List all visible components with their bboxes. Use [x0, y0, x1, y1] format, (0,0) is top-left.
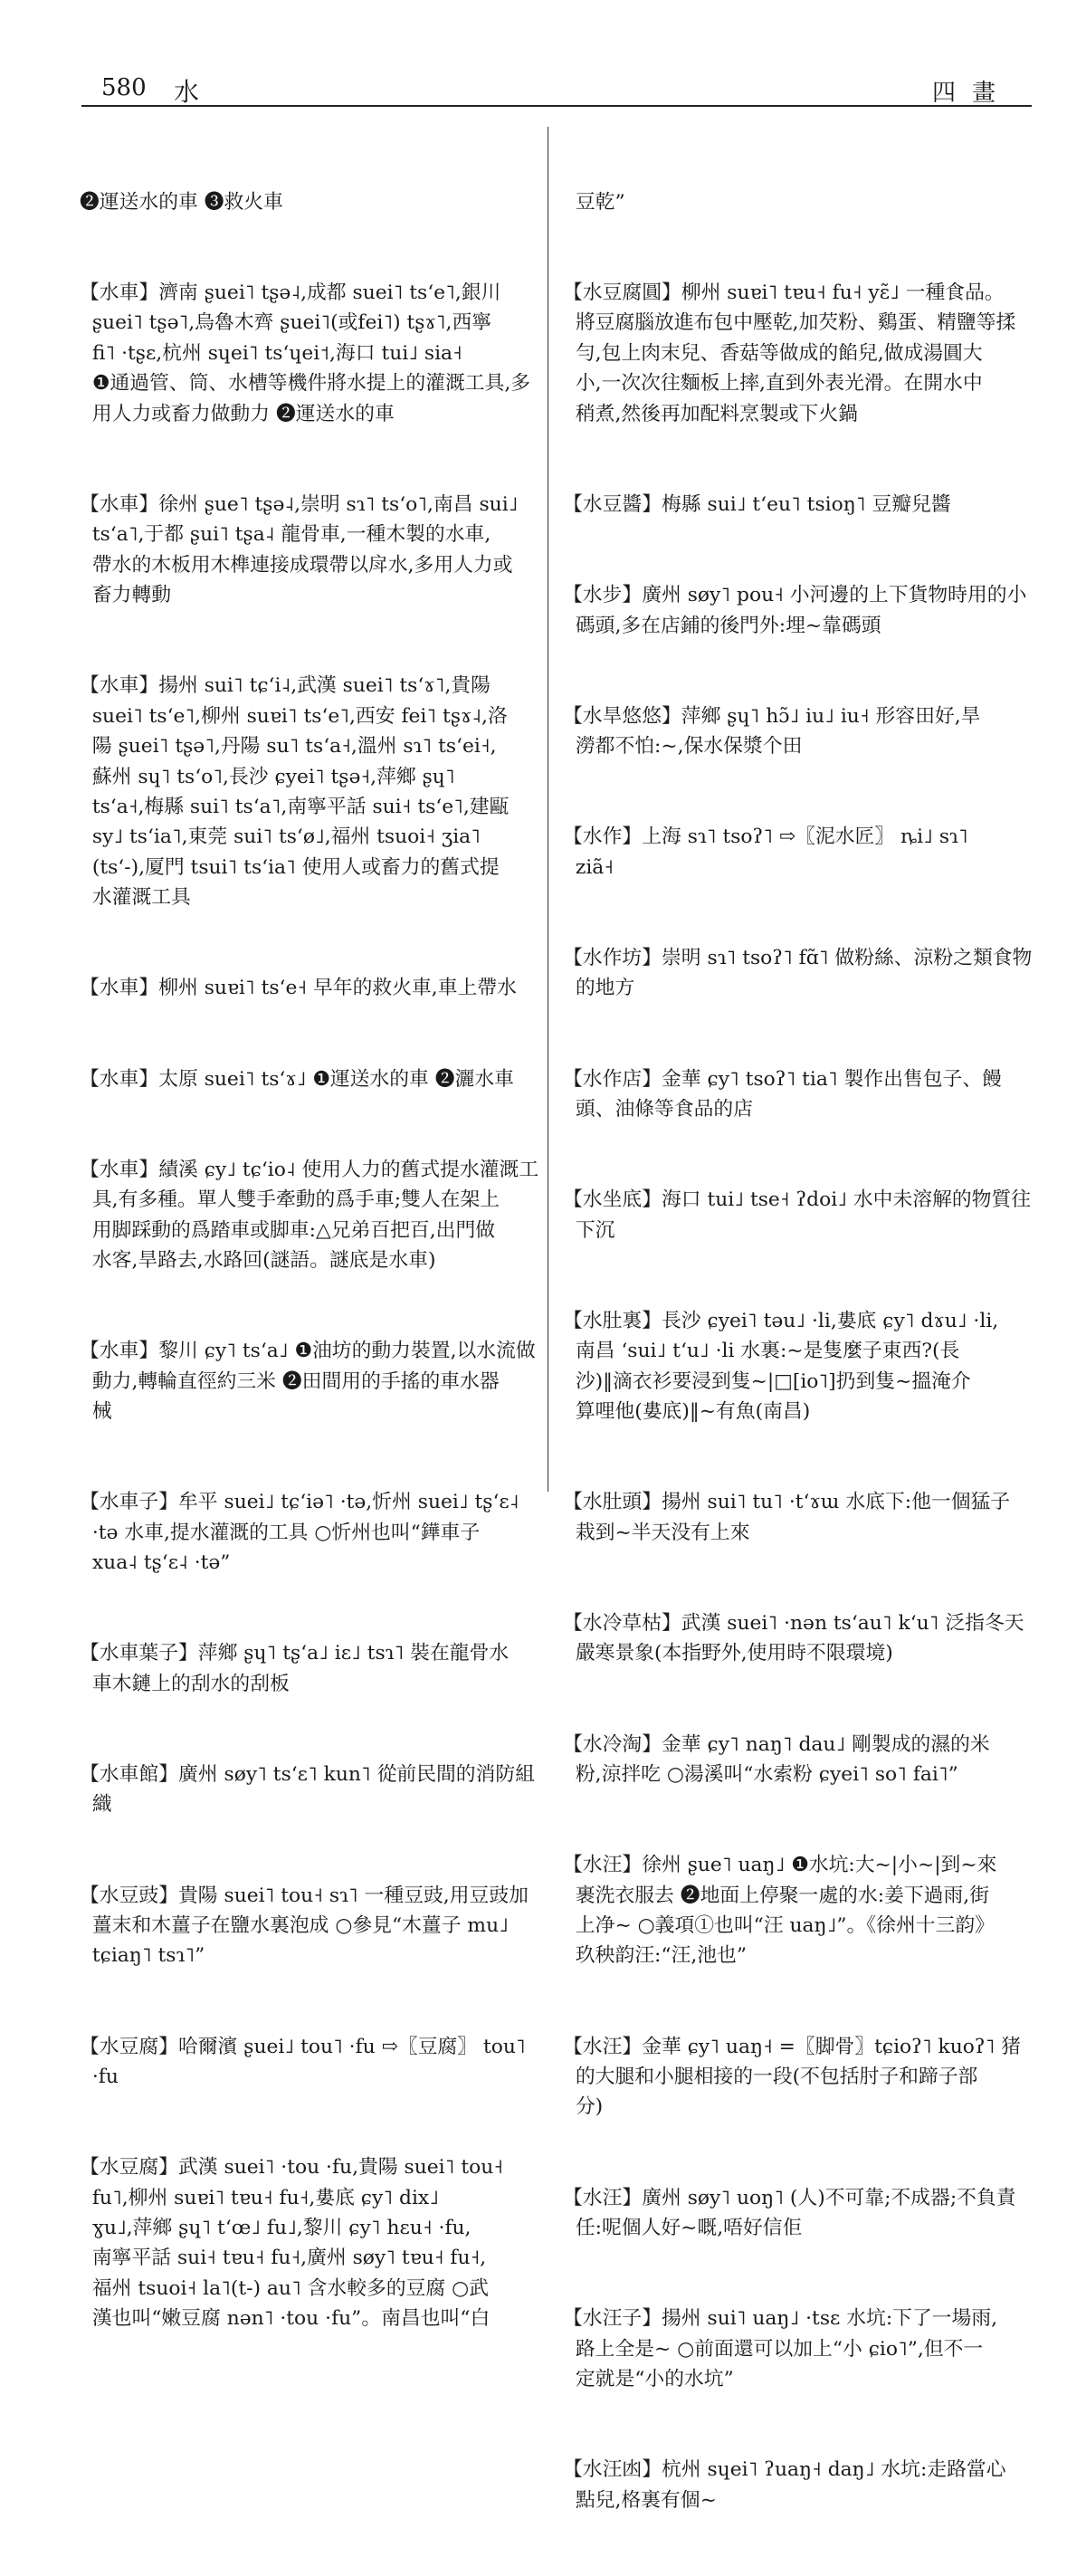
entry: 【水作店】金華 ɕy˥ tsoʔ˥ tia˥ 製作出售包子、饅 頭、油條等食品的店 [563, 1067, 1002, 1121]
entry: 【水汪】徐州 ʂue˥ uaŋ˩ ❶水坑:大~|小~|到~來 裹洗衣服去 ❷地面上停聚一處的水:姜下過雨,街 上净~ ○義項①也叫“汪 uaŋ˩”。《徐州十三韵》 玖秧韵汪:“汪,池也” [563, 1854, 997, 1968]
entry: 【水豆腐圓】柳州 suɐi˥ tɐu˧ fu˧ yɛ̃˩ 一種食品。 將豆腐腦放進布包中壓乾,加芡粉、鷄蛋、精鹽等揉 勻,包上肉末兒、香菇等做成的餡兒,做成湯圓大 小,一次次往麵板上摔,直到外表光滑。在開水中 稍煮,然後再加配料烹製或下火鍋 [563, 281, 1016, 425]
entry: 【水豆腐】武漢 suei˥ ·tou ·fu,貴陽 suei˥ tou˧ fu˥,柳州 suɐi˥ tɐu˧ fu˧,婁底 ɕy˥ dix˩ ɣu˩,萍鄉 ʂɥ˥ tʻœ˩ fu˩,黎川 ɕy˥ hɛu˧ ·fu, 南寧平話 sui˧ tɐu˧ fu˧,廣州 søy˥ tɐu˧ fu˧, 福州 tsuoi˧ la˥(t-) au˥ 含水較多的豆腐 ○武 漢也叫“嫩豆腐 nən˥ ·tou ·fu”。南昌也叫“白 [80, 2156, 503, 2331]
entry: 【水車】太原 suei˥ tsʻɤ˩ ❶運送水的車 ❷灑水車 [80, 1067, 514, 1091]
entry: 【水旱悠悠】萍鄉 ʂɥ˥ hɔ̃˩ iu˩ iu˧ 形容田好,旱 澇都不怕:~,保水保漿个田 [563, 704, 981, 758]
entry: 【水汪子】揚州 sui˥ uaŋ˩ ·tsɛ 水坑:下了一場雨, 路上全是~ ○前面還可以加上“小 ɕio˥”,但不一 定就是“小的水坑” [563, 2307, 998, 2391]
entry: 【水豆豉】貴陽 suei˥ tou˧ sɿ˥ 一種豆豉,用豆豉加 薑末和木薑子在鹽水裏泡成 ○參見“木薑子 mu˩ tɕiaŋ˥ tsɿ˥” [80, 1884, 529, 1968]
entry: 【水汪凼】杭州 sɥei˥ ʔuaŋ˧ daŋ˩ 水坑:走路當心 點兒,格裏有個~ [563, 2458, 1006, 2512]
left-column [80, 127, 546, 2394]
entry: 【水坐底】海口 tui˩ tse˧ ʔdoi˩ 水中未溶解的物質往 下沉 [563, 1188, 1032, 1242]
head-character: 水 [174, 77, 200, 107]
entry: 【水車館】廣州 søy˥ tsʻɛ˥ kun˥ 從前民間的消防組 織 [80, 1762, 535, 1817]
entry: 【水車】濟南 ʂuei˥ tʂə˨,成都 suei˥ tsʻe˥,銀川 ʂuei˥ tʂə˥,烏魯木齊 ʂuei˥(或fei˥) tʂɤ˥,西寧 fi˥ ·tʂɛ,杭州 sɥei˥ tsʻɥei˦,海口 tui˩ sia˧ ❶通過管、筒、水槽等機件將水提上的灌溉工具,多 用人力或畜力做動力 ❷運送水的車 [80, 281, 531, 425]
entry: 【水車】揚州 sui˥ tɕʻi˨,武漢 suei˥ tsʻɤ˥,貴陽 suei˥ tsʻe˥,柳州 suɐi˥ tsʻe˥,西安 fei˥ tʂɤ˨,洛 陽 ʂuei˥ tʂə˥,丹陽 su˥ tsʻa˧,溫州 sɿ˥ tsʻei˧, 蘇州 sɥ˥ tsʻo˥,長沙 ɕyei˥ tʂə˧,萍鄉 ʂɥ˥ tsʻa˧,梅縣 sui˥ tsʻa˥,南寧平話 sui˧ tsʻe˥,建甌 sy˩ tsʻia˥,東莞 sui˥ tsʻø˩,福州 tsuoi˧ ʒia˥ (tsʻ-),厦門 tsui˥ tsʻia˥ 使用人或畜力的舊式提 水灌溉工具 [80, 674, 510, 910]
entry: 【水汪】金華 ɕy˥ uaŋ˧ =〖脚骨〗tɕioʔ˥ kuoʔ˥ 猪 的大腿和小腿相接的一段(不包括肘子和蹄子部 分) [563, 2035, 1022, 2119]
entry: 【水肚頭】揚州 sui˥ tu˥ ·tʻɤɯ 水底下:他一個猛子 栽到~半天没有上來 [563, 1491, 1011, 1544]
entry: 【水豆醬】梅縣 sui˩ tʻeu˥ tsioŋ˥ 豆瓣兒醬 [563, 492, 951, 516]
entry: 【水步】廣州 søy˥ pou˧ 小河邊的上下貨物時用的小 碼頭,多在店鋪的後門外:埋~靠碼頭 [563, 584, 1027, 637]
section-label: 四畫 [931, 80, 1012, 107]
entry: 【水汪】廣州 søy˥ uoŋ˥ (人)不可靠;不成器;不負責 任:呢個人好~嘅,唔好信佢 [563, 2186, 1016, 2240]
entry: 【水車】績溪 ɕy˩ tɕʻio˨ 使用人力的舊式提水灌溉工 具,有多種。單人雙手牽動的爲手車;雙人在架上 用脚踩動的爲踏車或脚車:△兄弟百把百,出門做 水客,旱路去,水路回(謎語。謎底是水車) [80, 1158, 539, 1273]
entry: 【水作坊】崇明 sɿ˥ tsoʔ˥ fɑ̃˥ 做粉絲、涼粉之類食物 的地方 [563, 946, 1033, 1000]
entry: 【水冷淘】金華 ɕy˥ naŋ˥ dau˩ 剛製成的濕的米 粉,涼拌吃 ○湯溪叫“水索粉 ɕyei˥ so˥ fai˥” [563, 1732, 990, 1786]
entry: 【水作】上海 sɿ˥ tsoʔ˥ ⇨〖泥水匠〗 ȵi˩ sɿ˥ ziã˧ [563, 825, 968, 879]
page-number: 580 [101, 74, 147, 101]
entry: 【水冷草枯】武漢 suei˥ ·nən tsʻau˥ kʻu˥ 泛指冬天 嚴寒景象(本指野外,使用時不限環境) [563, 1611, 1024, 1665]
entry: 【水肚裏】長沙 ɕyei˥ təu˩ ·li,婁底 ɕy˥ dɤu˩ ·li, 南昌 ʻsui˩ tʻu˩ ·li 水裏:~是隻麼子東西?(長 沙)‖滴衣衫要浸到隻~|□[io˥]扔到隻~搵淹介 算哩他(婁底)‖~有魚(南昌) [563, 1309, 999, 1424]
entry: ❷運送水的車 ❸救火車 [80, 190, 283, 214]
entry: 【水車葉子】萍鄉 ʂɥ˥ tʂʻa˩ iɛ˩ tsɿ˥ 裝在龍骨水 車木鏈上的刮水的刮板 [80, 1642, 510, 1695]
entry: 【水車】徐州 ʂue˥ tʂə˨,崇明 sɿ˥ tsʻo˥,南昌 sui˩ tsʻa˥,于都 ʂui˥ tʂa˨ 龍骨車,一種木製的水車, 帶水的木板用木榫連接成環帶以戽水,多用人力或 畜力轉動 [80, 492, 519, 607]
entry: 【水車】黎川 ɕy˥ tsʻa˩ ❶油坊的動力裝置,以水流做 動力,轉輪直徑約三米 ❷田間用的手搖的車水器 械 [80, 1340, 536, 1424]
right-column [563, 127, 1033, 2576]
entry: 豆乾” [563, 190, 625, 214]
entry: 【水車】柳州 suɐi˥ tsʻe˧ 早年的救火車,車上帶水 [80, 977, 517, 1000]
entry: 【水豆腐】哈爾濱 ʂuei˩ tou˥ ·fu ⇨〖豆腐〗 tou˥ ·fu [80, 2035, 526, 2088]
entry: 【水車子】牟平 suei˩ tɕʻiə˥ ·tə,忻州 suei˩ tʂʻɛ˨ ·tə 水車,提水灌溉的工具 ○忻州也叫“鏵車子 xua˨ tʂʻɛ˨ ·tə” [80, 1491, 519, 1575]
page-header [81, 65, 1032, 107]
